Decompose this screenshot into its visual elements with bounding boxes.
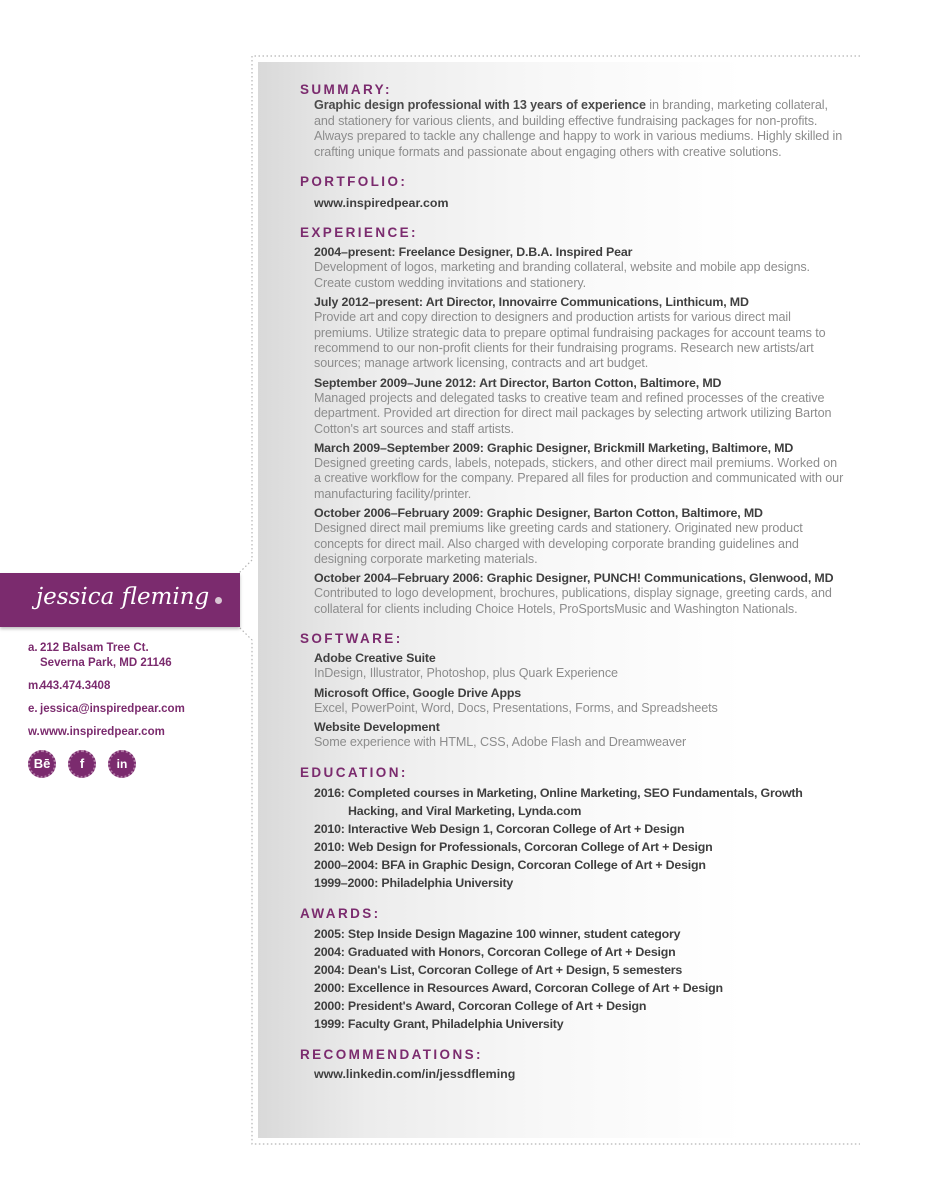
experience-entry-desc: Contributed to logo development, brochures, publications, display signage, greeting cards, and collateral for clients including Choice Hotels, ProSportsMusic and Washington Nationals. <box>314 586 832 616</box>
facebook-icon[interactable]: f <box>68 750 96 778</box>
award-item: 2000: Excellence in Resources Award, Corcoran College of Art + Design <box>314 980 723 995</box>
summary-body: in branding, marketing collateral, and stationery for various clients, and building effective fundraising packages for non-profits. Always prepared to tackle any challenge and happy to work in various mediums. Highly skilled in crafting unique formats and passionate about engaging others with creative solutions. <box>314 98 843 159</box>
software-entry <box>300 651 845 681</box>
email-address[interactable]: jessica@inspiredpear.com <box>40 703 185 715</box>
summary-text <box>314 98 845 160</box>
experience-entry-desc: Managed projects and delegated tasks to creative team and refined processes of the creative department. Provided art direction for direct mail packages by selecting artwork utilizing Barton Cotton's art sources and staff artists. <box>314 390 832 436</box>
award-item: 2005: Step Inside Design Magazine 100 winner, student category <box>314 926 681 941</box>
award-item: 1999: Faculty Grant, Philadelphia University <box>314 1016 564 1031</box>
email-line <box>28 702 185 717</box>
behance-icon[interactable]: Bē <box>28 750 56 778</box>
recommendations-heading: RECOMMENDATIONS: <box>300 1046 483 1062</box>
address-label: a. <box>28 642 38 654</box>
candidate-name: jessica fleming <box>36 584 210 610</box>
education-section <box>300 765 845 892</box>
name-banner <box>0 573 240 627</box>
summary-heading: SUMMARY: <box>300 82 392 97</box>
software-section <box>300 631 845 750</box>
banner-dot <box>215 597 222 604</box>
awards-heading: AWARDS: <box>300 905 381 921</box>
address-line-1 <box>28 641 185 656</box>
mobile-label: m. <box>28 680 42 692</box>
experience-entry-title: March 2009–September 2009: Graphic Designer, Brickmill Marketing, Baltimore, MD <box>314 441 794 456</box>
experience-entry-desc: Provide art and copy direction to designers and production artists for various direct mail premiums. Utilize strategic data to prepare optimal fundraising packages for account teams to recommend to our non-profit clients for their fundraising programs. Research new artists/art sources; manage artwork licensing, contracts and art budget. <box>314 310 826 371</box>
award-item: 2000: President's Award, Corcoran College of Art + Design <box>314 998 647 1013</box>
experience-entry <box>300 441 845 502</box>
experience-entry <box>300 506 845 567</box>
contact-info <box>28 641 185 740</box>
education-item: 2016: Completed courses in Marketing, Online Marketing, SEO Fundamentals, Growth Hacking, and Viral Marketing, Lynda.com <box>314 785 803 818</box>
experience-entry <box>300 295 845 372</box>
award-item: 2004: Graduated with Honors, Corcoran College of Art + Design <box>314 944 676 959</box>
software-entry-desc: Some experience with HTML, CSS, Adobe Flash and Dreamweaver <box>314 735 687 750</box>
address-street: 212 Balsam Tree Ct. <box>40 642 149 654</box>
experience-entry-desc: Designed greeting cards, labels, notepads, stickers, and other direct mail premiums. Worked on a creative workflow for the company. Prepared all files for production and communicated with our manufacturing facility/printer. <box>314 456 844 501</box>
education-item: 2010: Interactive Web Design 1, Corcoran College of Art + Design <box>314 821 685 836</box>
software-entry-desc: InDesign, Illustrator, Photoshop, plus Quark Experience <box>314 666 618 681</box>
linkedin-icon[interactable]: in <box>108 750 136 778</box>
education-item: 2000–2004: BFA in Graphic Design, Corcoran College of Art + Design <box>314 857 706 872</box>
software-entry-desc: Excel, PowerPoint, Word, Docs, Presentations, Forms, and Spreadsheets <box>314 700 718 715</box>
summary-lead: Graphic design professional with 13 years of experience <box>314 98 646 112</box>
experience-entry-desc: Development of logos, marketing and branding collateral, website and mobile app designs. Create custom wedding invitations and stationery. <box>314 260 810 290</box>
web-line <box>28 725 185 740</box>
awards-list <box>300 925 845 1033</box>
experience-entry-title: September 2009–June 2012: Art Director, Barton Cotton, Baltimore, MD <box>314 375 722 390</box>
experience-entry-title: October 2006–February 2009: Graphic Designer, Barton Cotton, Baltimore, MD <box>314 506 763 521</box>
experience-entry <box>300 245 845 291</box>
awards-section <box>300 906 845 1033</box>
portfolio-link[interactable]: www.inspiredpear.com <box>314 196 449 211</box>
experience-list <box>300 245 845 617</box>
software-entry-title: Microsoft Office, Google Drive Apps <box>314 685 522 700</box>
software-list <box>300 651 845 750</box>
recommendations-link[interactable]: www.linkedin.com/in/jessdfleming <box>314 1066 516 1081</box>
education-list <box>300 784 845 892</box>
experience-entry-title: October 2004–February 2006: Graphic Designer, PUNCH! Communications, Glenwood, MD <box>314 571 834 586</box>
software-entry <box>300 686 845 716</box>
software-heading: SOFTWARE: <box>300 631 403 647</box>
software-entry-title: Website Development <box>314 720 440 735</box>
software-entry-title: Adobe Creative Suite <box>314 651 436 666</box>
experience-entry-title: 2004–present: Freelance Designer, D.B.A. Inspired Pear <box>314 245 633 260</box>
address-line-2: Severna Park, MD 21146 <box>40 657 172 669</box>
experience-entry-desc: Designed direct mail premiums like greeting cards and stationery. Originated new product concepts for direct mail. Also charged with developing corporate branding guidelines and designing corporate marketing materials. <box>314 521 803 567</box>
web-address[interactable]: www.inspiredpear.com <box>40 726 165 738</box>
resume-content <box>300 82 845 1096</box>
experience-section <box>300 225 845 617</box>
mobile-number[interactable]: 443.474.3408 <box>40 680 111 692</box>
web-label: w. <box>28 726 40 738</box>
recommendations-section <box>300 1047 845 1082</box>
portfolio-section <box>300 174 845 211</box>
education-heading: EDUCATION: <box>300 764 408 780</box>
education-item: 2010: Web Design for Professionals, Corcoran College of Art + Design <box>314 839 713 854</box>
award-item: 2004: Dean's List, Corcoran College of Art + Design, 5 semesters <box>314 962 683 977</box>
experience-entry <box>300 376 845 437</box>
experience-heading: EXPERIENCE: <box>300 225 418 241</box>
portfolio-heading: PORTFOLIO: <box>300 174 408 190</box>
education-item: 1999–2000: Philadelphia University <box>314 875 514 890</box>
summary-section <box>300 82 845 160</box>
software-entry <box>300 720 845 750</box>
experience-entry <box>300 571 845 617</box>
mobile-line <box>28 679 185 694</box>
email-label: e. <box>28 703 38 715</box>
experience-entry-title: July 2012–present: Art Director, Innovairre Communications, Linthicum, MD <box>314 295 749 310</box>
